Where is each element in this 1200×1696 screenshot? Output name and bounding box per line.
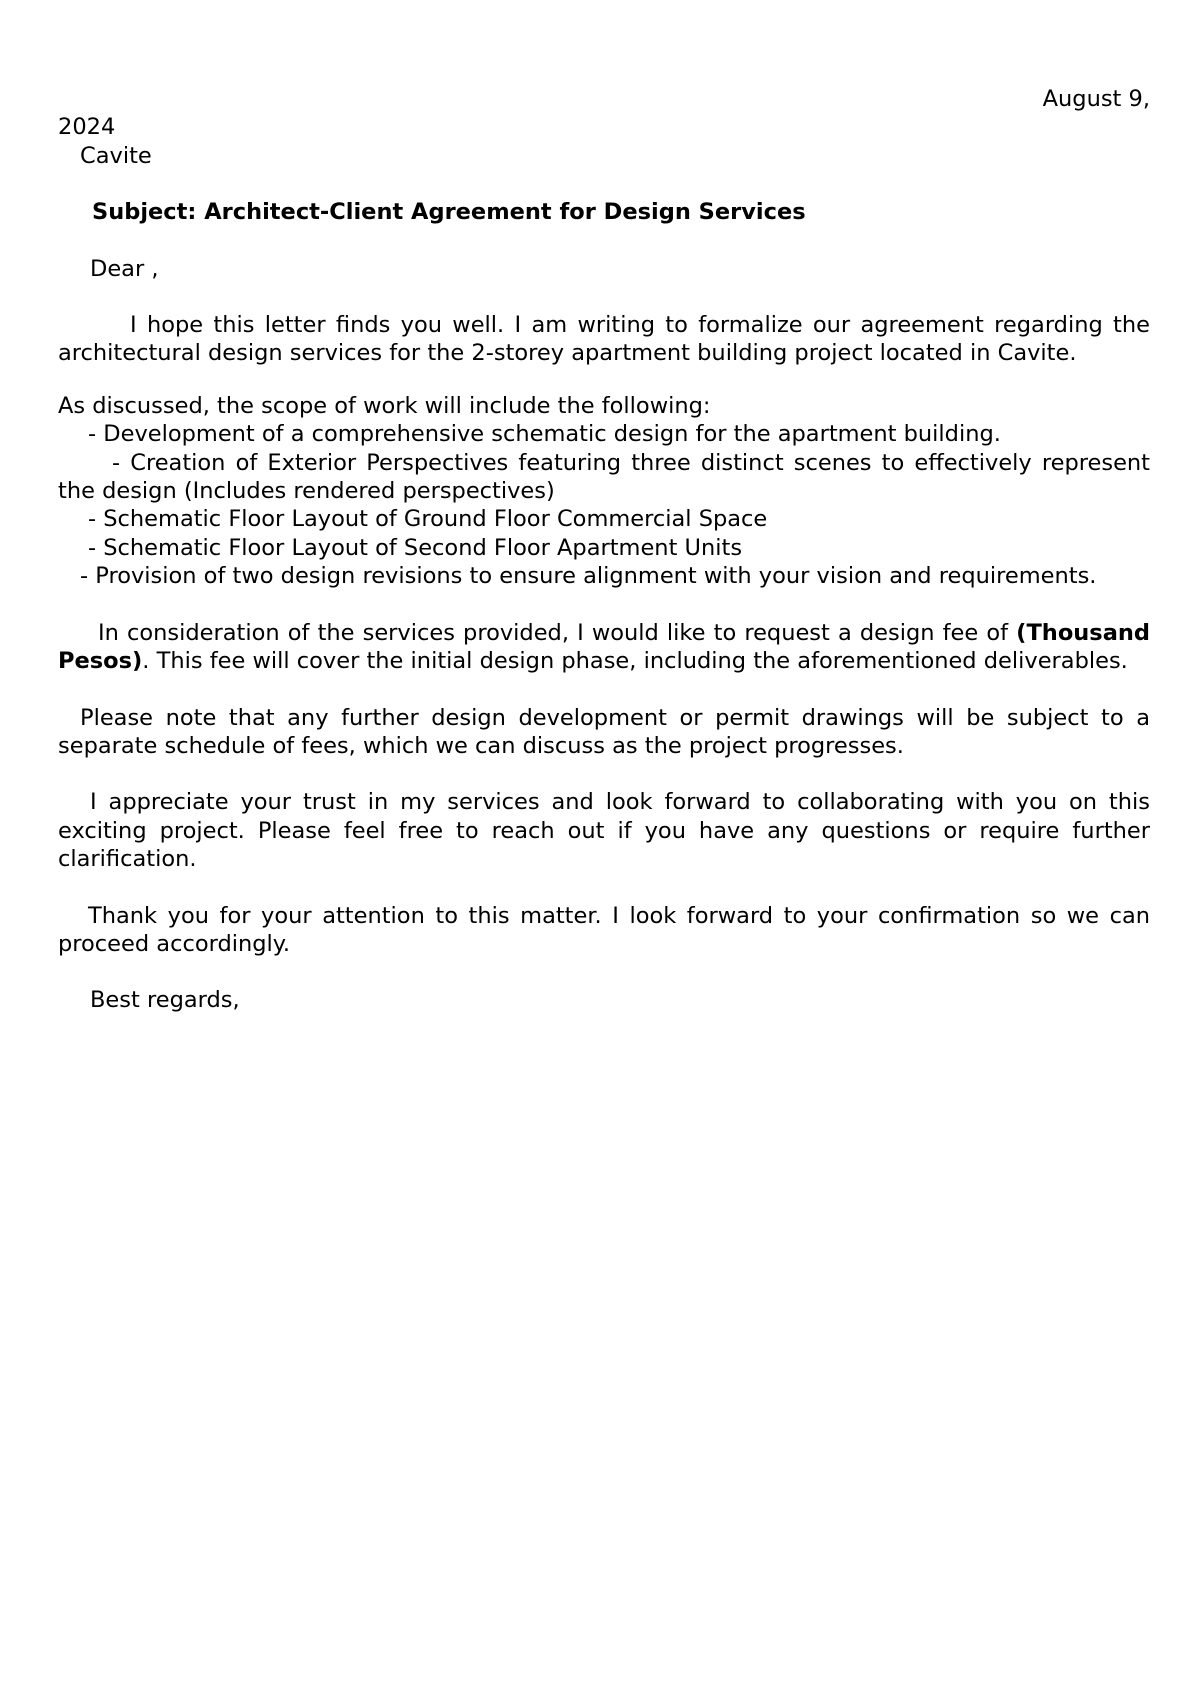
letter-location: Cavite: [80, 142, 152, 169]
appreciation-paragraph: I appreciate your trust in my services and look forward to collaborating with you on this exciting project. Please feel free to reach out if you have any questions or require further clarification.: [58, 789, 1150, 873]
scope-item: - Schematic Floor Layout of Ground Floor Commercial Space: [88, 506, 768, 533]
scope-item: - Development of a comprehensive schematic design for the apartment building.: [88, 421, 1001, 448]
letter-subject: Subject: Architect-Client Agreement for Design Services: [92, 199, 806, 226]
letter-salutation: Dear ,: [90, 255, 159, 282]
scope-item: - Schematic Floor Layout of Second Floor Apartment Units: [88, 534, 743, 561]
date-block: [58, 85, 1150, 170]
fee-text-post: . This fee will cover the initial design phase, including the aforementioned deliverables.: [142, 648, 1128, 675]
scope-intro: As discussed, the scope of work will include the following:: [58, 392, 711, 419]
letter-closing: Best regards,: [90, 987, 240, 1014]
scope-item: - Provision of two design revisions to ensure alignment with your vision and requirements.: [80, 563, 1097, 590]
note-paragraph: Please note that any further design development or permit drawings will be subject to a separate schedule of fees, which we can discuss as the project progresses.: [58, 704, 1150, 759]
intro-paragraph: I hope this letter finds you well. I am writing to formalize our agreement regarding the architectural design services for the 2-storey apartment building project located in Cavite.: [58, 312, 1150, 367]
fee-paragraph: [58, 619, 1150, 676]
scope-item: - Creation of Exterior Perspectives featuring three distinct scenes to effectively represent the design (Includes rendered perspectives): [58, 449, 1150, 505]
fee-text-pre: In consideration of the services provided, I would like to request a design fee of: [98, 619, 1017, 646]
fee-amount: (Thousand Pesos): [58, 619, 1150, 675]
thanks-paragraph: Thank you for your attention to this matter. I look forward to your confirmation so we can proceed accordingly.: [58, 902, 1150, 957]
letter-page: [58, 85, 1150, 1015]
letter-date-year: 2024: [58, 114, 116, 141]
scope-list: [58, 420, 1150, 590]
letter-date: August 9,: [1042, 86, 1150, 112]
